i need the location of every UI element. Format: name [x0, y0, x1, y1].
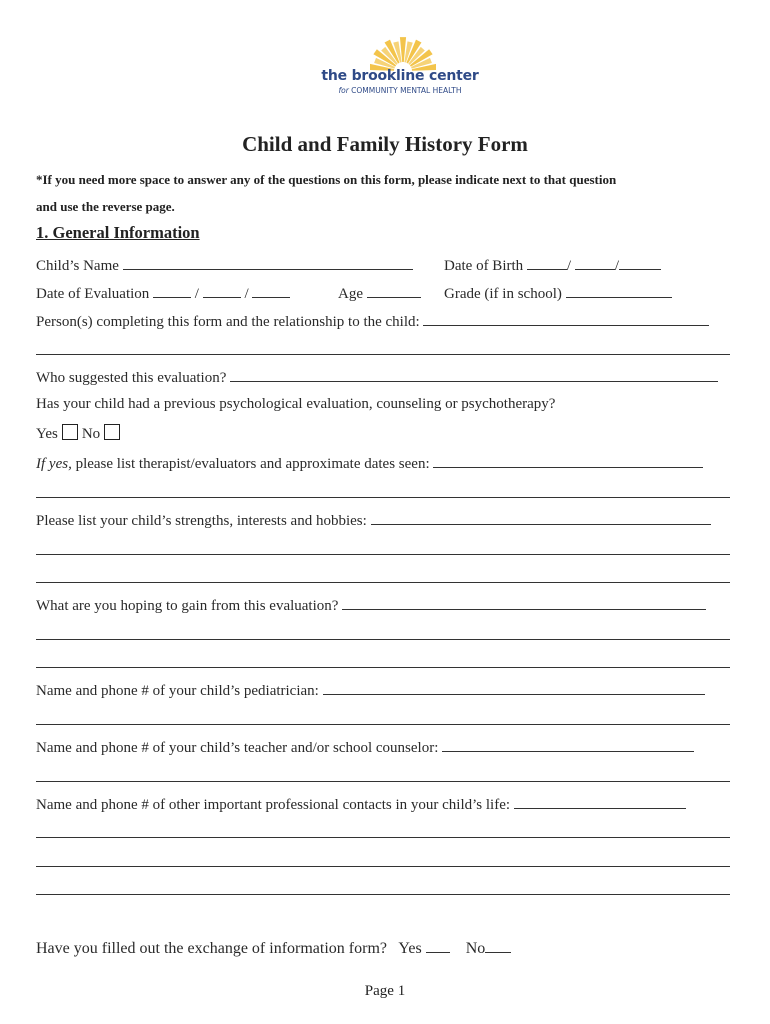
exchange-no-label: No — [465, 940, 486, 957]
previous-evaluation-question: Has your child had a previous psychological evaluation, counseling or psychotherapy? — [36, 396, 556, 412]
previous-evaluation-options — [36, 424, 124, 443]
professional-contacts-row — [36, 794, 686, 814]
grade-label: Grade (if in school) — [444, 286, 562, 302]
hoping-row — [36, 595, 706, 615]
professional-contacts-field[interactable] — [514, 794, 686, 809]
who-suggested-field[interactable] — [230, 367, 718, 382]
no-checkbox[interactable] — [104, 424, 120, 440]
pediatrician-row — [36, 680, 705, 700]
age-field[interactable] — [367, 283, 421, 298]
pediatrician-label: Name and phone # of your child’s pediatrician: — [36, 683, 319, 699]
instruction-note-line2: and use the reverse page. — [36, 199, 175, 214]
if-yes-emphasis: If yes, — [36, 456, 72, 472]
persons-completing-field-line2[interactable] — [36, 354, 730, 355]
pediatrician-field-line2[interactable] — [36, 724, 730, 725]
page-title: Child and Family History Form — [242, 132, 528, 156]
grade-field[interactable] — [566, 283, 672, 298]
yes-checkbox[interactable] — [62, 424, 78, 440]
childs-name-row — [36, 255, 413, 275]
teacher-row — [36, 737, 694, 757]
age-label: Age — [338, 286, 363, 302]
who-suggested-label: Who suggested this evaluation? — [36, 370, 227, 386]
persons-completing-row — [36, 311, 709, 331]
strengths-field[interactable] — [371, 510, 711, 525]
exchange-yes-field[interactable] — [426, 938, 450, 953]
strengths-field-line3[interactable] — [36, 582, 730, 583]
professional-contacts-label: Name and phone # of other important professional contacts in your child’s life: — [36, 797, 511, 813]
who-suggested-row — [36, 367, 718, 387]
eval-slash: / — [194, 286, 199, 302]
hoping-field[interactable] — [342, 595, 706, 610]
exchange-form-label: Have you filled out the exchange of information form? — [36, 940, 387, 957]
instruction-note-line1: *If you need more space to answer any of the questions on this form, please indicate next to that question — [36, 172, 617, 187]
dob-label: Date of Birth — [444, 258, 524, 274]
hoping-label: What are you hoping to gain from this evaluation? — [36, 598, 339, 614]
persons-completing-field[interactable] — [423, 311, 709, 326]
eval-year-field[interactable] — [252, 283, 290, 298]
dob-year-field[interactable] — [619, 255, 661, 270]
logo-sunburst-icon — [370, 36, 436, 72]
professional-contacts-field-line3[interactable] — [36, 866, 730, 867]
no-label: No — [81, 426, 101, 442]
strengths-row — [36, 510, 711, 530]
page-number: Page 1 — [364, 983, 406, 999]
teacher-label: Name and phone # of your child’s teacher and/or school counselor: — [36, 740, 439, 756]
eval-day-field[interactable] — [203, 283, 241, 298]
org-subtitle: for COMMUNITY MENTAL HEALTH — [338, 86, 462, 95]
if-yes-label: please list therapist/evaluators and approximate dates seen: — [71, 456, 430, 472]
childs-name-label: Child’s Name — [36, 258, 119, 274]
eval-month-field[interactable] — [153, 283, 191, 298]
hoping-field-line2[interactable] — [36, 639, 730, 640]
eval-slash: / — [244, 286, 249, 302]
dob-day-field[interactable] — [575, 255, 615, 270]
if-yes-field[interactable] — [433, 453, 703, 468]
section-heading-general-information: 1. General Information — [36, 223, 200, 242]
teacher-field[interactable] — [442, 737, 694, 752]
date-of-evaluation-row — [36, 283, 290, 303]
if-yes-row — [36, 453, 703, 473]
age-row — [338, 283, 421, 303]
professional-contacts-field-line2[interactable] — [36, 837, 730, 838]
dob-month-field[interactable] — [527, 255, 567, 270]
hoping-field-line3[interactable] — [36, 667, 730, 668]
persons-completing-label: Person(s) completing this form and the relationship to the child: — [36, 314, 420, 330]
pediatrician-field[interactable] — [323, 680, 705, 695]
grade-row — [444, 283, 672, 303]
strengths-field-line2[interactable] — [36, 554, 730, 555]
professional-contacts-field-line4[interactable] — [36, 894, 730, 895]
org-name: the brookline center — [321, 68, 479, 84]
dob-slash: / — [614, 258, 619, 274]
teacher-field-line2[interactable] — [36, 781, 730, 782]
dob-row — [444, 255, 661, 275]
dob-slash: / — [566, 258, 572, 274]
strengths-label: Please list your child’s strengths, interests and hobbies: — [36, 513, 367, 529]
exchange-yes-label: Yes — [398, 940, 422, 957]
if-yes-field-line2[interactable] — [36, 497, 730, 498]
exchange-no-field[interactable] — [485, 938, 511, 953]
exchange-form-row — [36, 938, 511, 958]
childs-name-field[interactable] — [123, 255, 413, 270]
date-of-evaluation-label: Date of Evaluation — [36, 286, 150, 302]
yes-label: Yes — [36, 426, 58, 442]
